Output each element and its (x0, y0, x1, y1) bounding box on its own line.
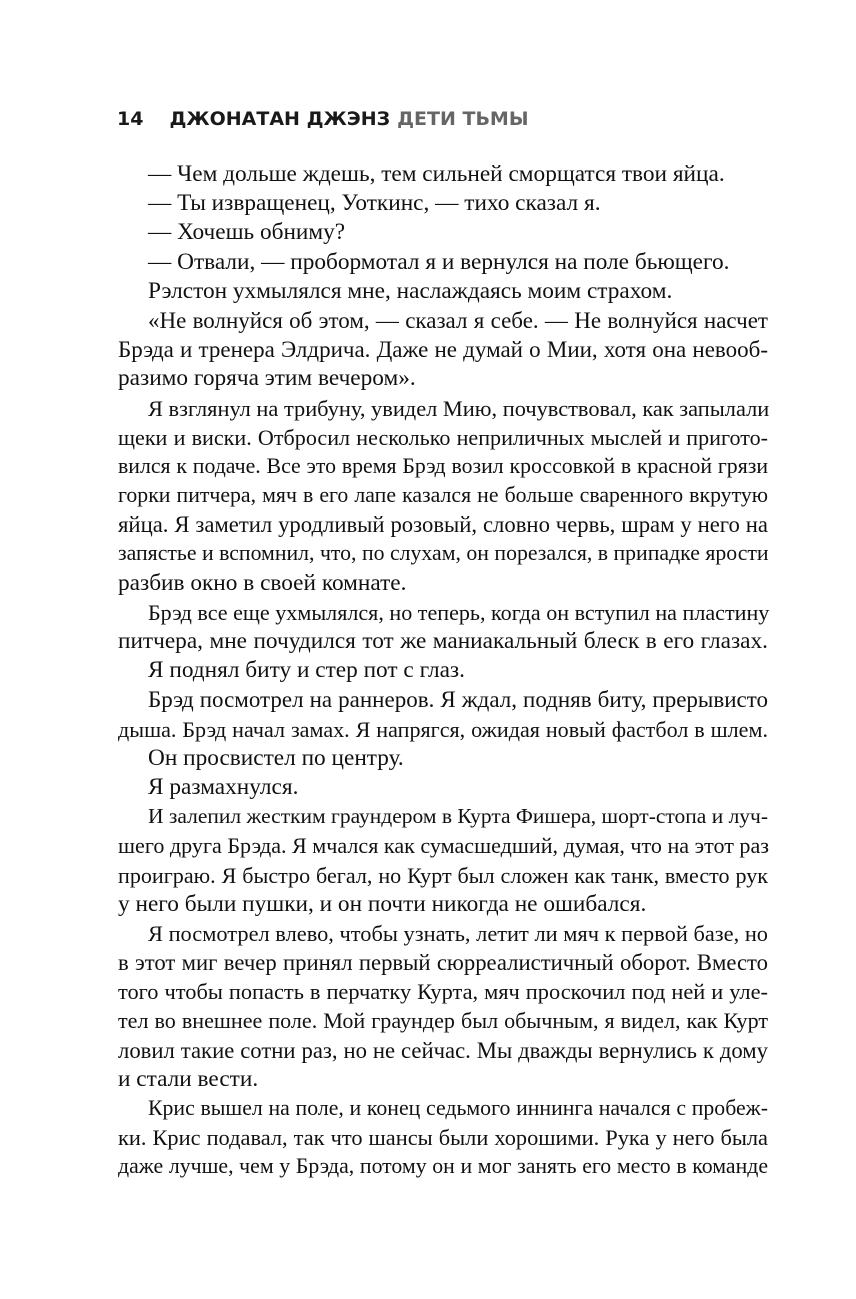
text-line: проиграю. Я быстро бегал, но Курт был сложен как танк, вместо рук (118, 862, 768, 888)
running-head (117, 104, 529, 134)
text-line: даже лучше, чем у Брэда, потому он и мог занять его место в команде (118, 1154, 768, 1179)
text-line: щеки и виски. Отбросил несколько неприличных мыслей и пригото- (118, 424, 768, 450)
page-number: 14 (117, 108, 144, 130)
text-line: Брэд посмотрел на раннеров. Я ждал, подняв биту, прерывисто (148, 687, 768, 713)
text-line: Он просвистел по центру. (148, 744, 404, 771)
body-text (118, 160, 770, 1182)
text-line: у него были пушки, и он почти никогда не ошибался. (118, 890, 647, 917)
text-line: Брэд все еще ухмылялся, но теперь, когда он вступил на пластину (148, 599, 770, 625)
text-line: того чтобы попасть в перчатку Курта, мяч проскочил под ней и уле- (118, 979, 768, 1005)
text-line: Я размахнулся. (148, 773, 299, 800)
text-line: разбив окно в своей комнате. (118, 569, 407, 596)
text-line: «Не волнуйся об этом, — сказал я себе. — Не волнуйся насчет (148, 307, 768, 333)
text-line: Рэлстон ухмылялся мне, наслаждаясь моим страхом. (148, 277, 673, 304)
text-line: запястье и вспомнил, что, по слухам, он порезался, в припадке ярости (118, 541, 769, 566)
text-line: яйца. Я заметил уродливый розовый, словно червь, шрам у него на (118, 512, 768, 538)
text-line: разимо горяча этим вечером». (118, 365, 416, 392)
text-line: — Хочешь обниму? (148, 219, 346, 246)
text-line: — Отвали, — пробормотал я и вернулся на поле бьющего. (148, 248, 730, 275)
text-line: Я взглянул на трибуну, увидел Мию, почувствовал, как запылали (148, 395, 770, 421)
text-line: шего друга Брэда. Я мчался как сумасшедший, думая, что на этот раз (118, 833, 769, 859)
text-line: вился к подаче. Все это время Брэд возил кроссовкой в красной грязи (118, 453, 768, 478)
text-line: ки. Крис подавал, так что шансы были хорошими. Рука у него была (118, 1125, 768, 1151)
text-line: дыша. Брэд начал замах. Я напрягся, ожидая новый фастбол в шлем. (118, 716, 768, 742)
text-line: Я посмотрел влево, чтобы узнать, летит ли мяч к первой базе, но (148, 920, 768, 946)
text-line: тел во внешнее поле. Мой граундер был обычным, я видел, как Курт (118, 1008, 768, 1034)
text-line: горки питчера, мяч в его лапе казался не больше сваренного вкрутую (118, 483, 768, 508)
text-line: в этот миг вечер принял первый сюрреалистичный оборот. Вместо (118, 950, 768, 976)
book-title: ДЕТИ ТЬМЫ (397, 108, 529, 130)
text-line: ловил такие сотни раз, но не сейчас. Мы дважды вернулись к дому (118, 1037, 768, 1063)
text-line: Крис вышел на поле, и конец седьмого иннинга начался с пробеж- (148, 1096, 768, 1120)
text-line: — Чем дольше ждешь, тем сильней сморщатся твои яйца. (148, 161, 725, 187)
text-line: и стали вести. (118, 1065, 259, 1092)
text-line: Брэда и тренера Элдрича. Даже не думай о Мии, хотя она невооб- (118, 337, 768, 363)
text-line: Я поднял биту и стер пот с глаз. (148, 657, 465, 684)
text-line: И залепил жестким граундером в Курта Фишера, шорт-стопа и луч- (148, 804, 769, 829)
text-line: — Ты извращенец, Уоткинс, — тихо сказал я. (148, 190, 601, 217)
author-name: ДЖОНАТАН ДЖЭНЗ (169, 108, 391, 130)
text-line: питчера, мне почудился тот же маниакальный блеск в его глазах. (118, 628, 768, 654)
